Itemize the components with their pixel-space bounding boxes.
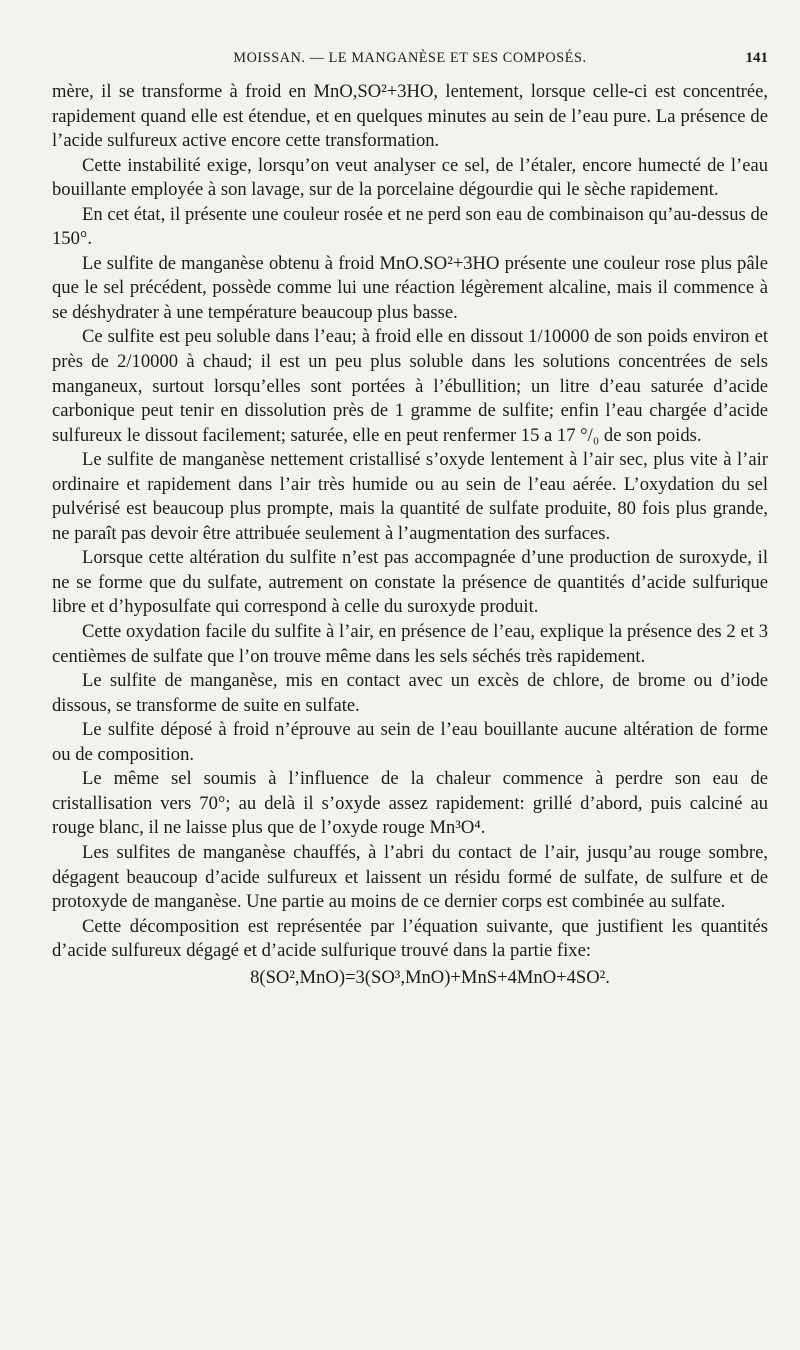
paragraph: Ce sulfite est peu soluble dans l’eau; à froid elle en dissout 1/10000 de son poids environ et près de 2/10000 à chaud; il est un peu plus soluble dans les solutions concentrées de sels manganeux, surtout lorsqu’elles sont portées à l’ébullition; un litre d’eau saturée d’acide carbonique peut tenir en dissolution près de 1 gramme de sulfite; enfin l’eau chargée d’acide sulfureux le dissout facilement; saturée, elle en peut renfermer 15 a 17 °/₀ de son poids.	[52, 326, 768, 446]
paragraph: mère, il se transforme à froid en MnO,SO²+3HO, lentement, lorsque celle-ci est concentrée, rapidement quand elle est étendue, et en quelques minutes au sein de l’eau pure. La présence de l’acide sulfureux active encore cette transformation.	[52, 81, 768, 152]
page-number: 141	[745, 50, 768, 66]
chemical-equation: 8(SO²,MnO)=3(SO³,MnO)+MnS+4MnO+4SO².	[250, 966, 610, 988]
running-title: MOISSAN. — LE MANGANÈSE ET SES COMPOSÉS.	[233, 50, 587, 66]
paragraph: Le même sel soumis à l’influence de la chaleur commence à perdre son eau de cristallisation vers 70°; au delà il s’oxyde assez rapidement: grillé d’abord, puis calciné au rouge blanc, il ne laisse plus que de l’oxyde rouge Mn³O⁴.	[52, 768, 768, 839]
paragraph: Le sulfite déposé à froid n’éprouve au sein de l’eau bouillante aucune altération de forme ou de composition.	[52, 719, 768, 765]
paragraph: Cette oxydation facile du sulfite à l’air, en présence de l’eau, explique la présence des 2 et 3 centièmes de sulfate que l’on trouve même dans les sels séchés très rapidement.	[52, 621, 768, 667]
paragraph: Lorsque cette altération du sulfite n’est pas accompagnée d’une production de suroxyde, il ne se forme que du sulfate, autrement on constate la présence de quantités d’acide sulfurique libre et d’hyposulfate qui correspond à celle du suroxyde produit.	[52, 547, 768, 618]
running-header	[52, 50, 768, 76]
paragraph: Cette décomposition est représentée par l’équation suivante, que justifient les quantités d’acide sulfureux dégagé et d’acide sulfurique trouvé dans la partie fixe:	[52, 915, 768, 962]
paragraph: Le sulfite de manganèse obtenu à froid MnO.SO²+3HO présente une couleur rose plus pâle que le sel précédent, possède comme lui une réaction légèrement alcaline, mais il commence à se déshydrater à une température beaucoup plus basse.	[52, 252, 768, 323]
paragraph: Cette instabilité exige, lorsqu’on veut analyser ce sel, de l’étaler, encore humecté de l’eau bouillante employée à son lavage, sur de la porcelaine dégourdie qui le sèche rapidement.	[52, 154, 768, 201]
paragraph: En cet état, il présente une couleur rosée et ne perd son eau de combinaison qu’au-dessus de 150°.	[52, 203, 768, 250]
paragraph: Le sulfite de manganèse, mis en contact avec un excès de chlore, de brome ou d’iode dissous, se transforme de suite en sulfate.	[52, 670, 768, 716]
paragraph: Le sulfite de manganèse nettement cristallisé s’oxyde lentement à l’air sec, plus vite à l’air ordinaire et rapidement dans l’air très humide ou au sein de l’eau aérée. L’oxydation du sel pulvérisé est beaucoup plus prompte, mais la quantité de sulfate produite, 80 fois plus grande, ne paraît pas devoir être attribuée seulement à l’augmentation des surfaces.	[52, 449, 768, 544]
main-text	[52, 80, 768, 990]
paragraph: Les sulfites de manganèse chauffés, à l’abri du contact de l’air, jusqu’au rouge sombre, dégagent beaucoup d’acide sulfureux et laissent un résidu formé de sulfate, de sulfure et de protoxyde de manganèse. Une partie au moins de ce dernier corps est combinée au sulfate.	[52, 841, 768, 913]
